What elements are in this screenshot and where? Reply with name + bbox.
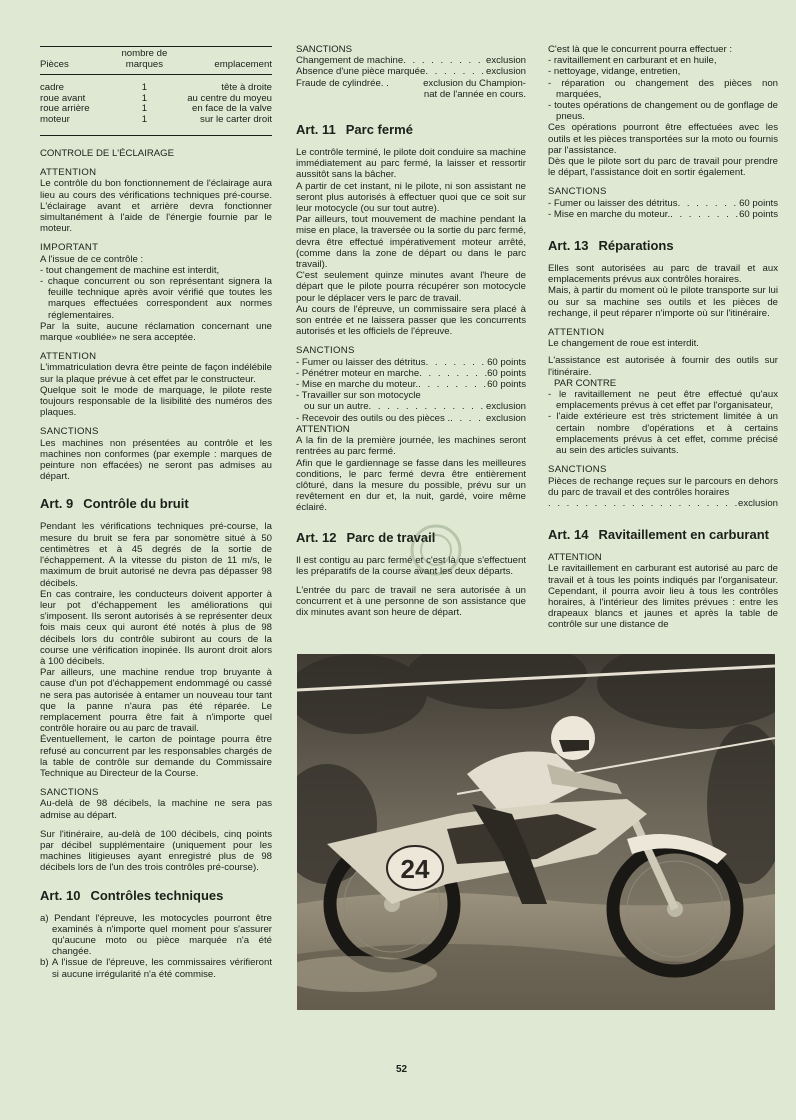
list-item: - l'aide extérieure est très strictement limitée à un certain nombre d'opérations et à certains emplacements prévus à cet effet, comme précisé au sein des articles suivants. <box>548 411 778 457</box>
article-14-heading: Art. 14 Ravitaillement en carburant <box>548 527 769 543</box>
sanction-line: - Recevoir des outils ou des pièces . . . . exclusion <box>296 413 526 424</box>
paragraph: L'assistance est autorisée à fournir des outils sur l'itinéraire. <box>548 355 778 378</box>
paragraph: Dès que le pilote sort du parc de travail pour prendre le départ, l'assistance doit en sortir également. <box>548 156 778 179</box>
paragraph: Au-delà de 98 décibels, la machine ne sera pas admise au départ. <box>40 798 272 821</box>
paragraph: Par ailleurs, une machine rendue trop bruyante à cause d'un pot d'échappement endommagé ou cassé ne sera pas autorisée à entamer un nouveau tour tant que la panne n'aura pas été réparée. Le remplacement pourra être fait à n'importe quel contrôle horaire ou au parc de travail. <box>40 667 272 735</box>
par-contre-label: PAR CONTRE <box>554 377 617 389</box>
par-contre-list <box>548 389 778 456</box>
sanctions-label: SANCTIONS <box>548 464 607 476</box>
divider <box>40 46 272 47</box>
paragraph: Le contrôle terminé, le pilote doit conduire sa machine immédiatement au parc fermé, la laisser et ressortir aussitôt sans la bâcher. <box>296 147 526 181</box>
sanction-line: ou sur un autre . . . exclusion <box>296 401 526 412</box>
stamp-watermark <box>408 522 464 578</box>
sanction-line: - Mise en marche du moteur. . . . 60 points <box>548 209 778 220</box>
sanctions-label: SANCTIONS <box>296 345 355 357</box>
paragraph: Pièces de rechange reçues sur le parcours en dehors du parc de travail et des contrôles horaires <box>548 475 778 498</box>
plate-number: 24 <box>400 854 430 884</box>
list-item: b) A l'issue de l'épreuve, les commissaires vérifieront si aucune irrégularité n'a été commise. <box>40 957 272 980</box>
table-row: roue arrière 1 en face de la valve <box>40 103 272 114</box>
article-11-heading: Art. 11 Parc fermé <box>296 122 413 138</box>
motocross-photo <box>297 654 775 1010</box>
list-item: - toutes opérations de changement ou de gonflage de pneus. <box>548 100 778 123</box>
table-header-marques: nombre de marques <box>121 48 168 70</box>
page-number: 52 <box>396 1064 408 1075</box>
list-item: - chaque concurrent ou son représentant signera la feuille technique après avoir vérifié que toutes les marques effectuées correspondent aux normes réglementaires. <box>40 276 272 321</box>
table-header-pieces: Pièces <box>40 58 69 70</box>
paragraph: Ces opérations pourront être effectuées avec les outils et les pièces transportées sur la moto ou fournis par l'assistance. <box>548 122 778 156</box>
list-item: - nettoyage, vidange, entretien, <box>548 66 681 78</box>
paragraph: L'immatriculation devra être peinte de façon indélébile sur la plaque prévue à cet effet par le constructeur. <box>40 362 272 385</box>
paragraph: Quelque soit le mode de marquage, le pilote reste toujours responsable de la lisibilité des numéros des plaques. <box>40 384 272 419</box>
list-item: - tout changement de machine est interdit, <box>40 264 220 276</box>
paragraph: Elles sont autorisées au parc de travail et aux emplacements prévus aux contrôles horaires. <box>548 263 778 286</box>
paragraph: Pendant les vérifications techniques pré-course, la mesure du bruit se fera par sonomètre situé à 50 centimètres et à 45 degrés de la sortie de l'échappement. A la vitesse du piston de 11 m/s, le maximum de bruit autorisé ne devra pas dépasser 98 décibels. <box>40 521 272 589</box>
sanction-line: Changement de machine . . . exclusion <box>296 55 526 66</box>
list-item: - ravitaillement en carburant et en huile, <box>548 55 717 67</box>
column-1 <box>40 44 272 980</box>
section-heading: CONTROLE DE L'ÉCLAIRAGE <box>40 148 175 159</box>
paragraph: Au cours de l'épreuve, un commissaire sera placé à son entrée et ne laissera passer que les concurrents autorisés et les officiels de l'épreuve. <box>296 303 526 338</box>
sanctions-label: SANCTIONS <box>548 186 607 198</box>
sanction-line: Fraude de cylindrée. . exclusion du Champion- <box>296 77 526 89</box>
article-10-list <box>40 913 272 980</box>
paragraph: Le changement de roue est interdit. <box>548 338 699 350</box>
sanction-line: - Mise en marche du moteur. . . . 60 points <box>296 379 526 390</box>
article-12-heading: Art. 12 Parc de travail <box>296 529 436 545</box>
attention-label: ATTENTION <box>548 552 602 564</box>
sanction-line-cont: nat de l'année en cours. <box>423 88 526 100</box>
table-row: roue avant 1 au centre du moyeu <box>40 92 272 104</box>
paragraph: Les machines non présentées au contrôle et les machines non conformes (par exemple : marques de peinture non effacées) ne seront pas admises au départ. <box>40 437 272 483</box>
table-row: cadre 1 tête à droite <box>40 82 272 93</box>
attention-label: ATTENTION <box>40 167 97 179</box>
paragraph: Il est contigu au parc fermé et c'est là que s'effectuent les préparatifs de la course avant les deux départs. <box>296 554 526 577</box>
paragraph: Par ailleurs, tout mouvement de machine pendant la mise en place, la traversée ou la sortie du parc fermé, devra être effectué impérativement moteur arrêté, (comme dans la zone de départ ou dans le parc travail). <box>296 214 526 271</box>
paragraph: C'est là que le concurrent pourra effectuer : <box>548 44 733 55</box>
paragraph: A l'issue de ce contrôle : <box>40 253 144 265</box>
important-label: IMPORTANT <box>40 242 99 254</box>
paragraph: L'entrée du parc de travail ne sera autorisée à un concurrent et à une personne de son assistance que dix minutes avant son heure de départ. <box>296 584 526 619</box>
marking-table <box>40 49 272 125</box>
photo-image <box>297 654 775 1010</box>
sanction-line: - Pénétrer moteur en marche . . . 60 points <box>296 368 526 379</box>
sanction-line: Absence d'une pièce marquée . . . exclusion <box>296 66 526 77</box>
paragraph: Éventuellement, le carton de pointage pourra être refusé au concurrent par les responsables chargés de la table de contrôle sur demande du Commissaire Technique au Directeur de la Course. <box>40 734 272 779</box>
article-13-heading: Art. 13 Réparations <box>548 238 674 254</box>
paragraph: Le contrôle du bon fonctionnement de l'éclairage aura lieu au cours des vérifications techniques pré-course. L'éclairage avant et arrière devra fonctionner simultanément à l'aide de l'énergie fournie par le moteur. <box>40 178 272 235</box>
table-header-emplacement: emplacement <box>214 58 272 70</box>
paragraph: A la fin de la première journée, les machines seront rentrées au parc fermé. <box>296 435 526 458</box>
sanction-line: - Fumer ou laisser des détritus . . . 60 points <box>296 357 526 368</box>
sanctions-label: SANCTIONS <box>296 44 352 55</box>
list-item: - le ravitaillement ne peut être effectué qu'aux emplacements prévus à cet effet par l'organisateur, <box>548 389 778 412</box>
number-plate <box>387 846 443 890</box>
list-item: - réparation ou changement des pièces non marquées, <box>548 77 778 100</box>
important-list <box>40 265 272 321</box>
sanction-line: - Travailler sur son motocycle <box>296 390 421 402</box>
table-row: moteur 1 sur le carter droit <box>40 113 272 125</box>
attention-label: ATTENTION <box>548 327 605 339</box>
operations-list <box>548 55 778 122</box>
paragraph: C'est seulement quinze minutes avant l'heure de départ que le pilote pourra récupérer son motocycle pour le déplacer vers le parc de travail. <box>296 270 526 304</box>
sanction-line: . . . exclusion <box>548 498 778 509</box>
article-9-heading: Art. 9 Contrôle du bruit <box>40 496 189 512</box>
sanctions-label: SANCTIONS <box>40 426 99 438</box>
paragraph: A partir de cet instant, ni le pilote, ni son assistant ne seront plus autorisés à effectuer quoi que ce soit sur leur motocycle (ou sur tout autre). <box>296 180 526 215</box>
paragraph: En cas contraire, les conducteurs doivent apporter à leur pot d'échappement les améliorations qui s'imposent. Ils seront autorisés à se représenter deux fois mais ceux qui auront été notés à plus de 98 décibels lors du contrôle subiront au cours de la course une vérification inopinée. Ils auront droit alors à 100 décibels. <box>40 588 272 667</box>
paragraph: Afin que le gardiennage se fasse dans les meilleures conditions, le parc fermé devra être entièrement clôturé, dans la mesure du possible, prévu sur un revêtement en dur et, la nuit, gardé, voire même éclairé. <box>296 457 526 514</box>
sanctions-label: SANCTIONS <box>40 787 99 799</box>
list-item: a) Pendant l'épreuve, les motocycles pourront être examinés à n'importe quel moment pour s'assurer qu'aucune moto ou pièce marquée n'a été changée. <box>40 912 272 958</box>
paragraph: Par la suite, aucune réclamation concernant une marque «oubliée» ne sera acceptée. <box>40 320 272 344</box>
divider <box>40 135 272 136</box>
paragraph: Le ravitaillement en carburant est autorisé au parc de travail et à tous les points indiqués par l'organisateur. Cependant, il pourra avoir lieu à tous les contrôles horaires, à l'intérieur des limites prévues : entre les drapeaux blancs et jaunes et après la table de contrôle sur une distance de <box>548 563 778 631</box>
sanction-line: - Fumer ou laisser des détritus . . . 60 points <box>548 198 778 209</box>
paragraph: Sur l'itinéraire, au-delà de 100 décibels, cinq points par décibel supplémentaire (uniquement pour les machines litigieuses ayant enregistré plus de 98 décibels lors de l'un des trois contrôles pré-course). <box>40 828 272 874</box>
paragraph: Mais, à partir du moment où le pilote transporte sur lui ou sur sa machine ses outils et les pièces de rechange, il peut réparer n'importe où sur l'itinéraire. <box>548 285 778 319</box>
attention-label: ATTENTION <box>296 423 350 435</box>
column-3 <box>548 44 778 634</box>
article-10-heading: Art. 10 Contrôles techniques <box>40 887 224 903</box>
attention-label: ATTENTION <box>40 351 97 363</box>
